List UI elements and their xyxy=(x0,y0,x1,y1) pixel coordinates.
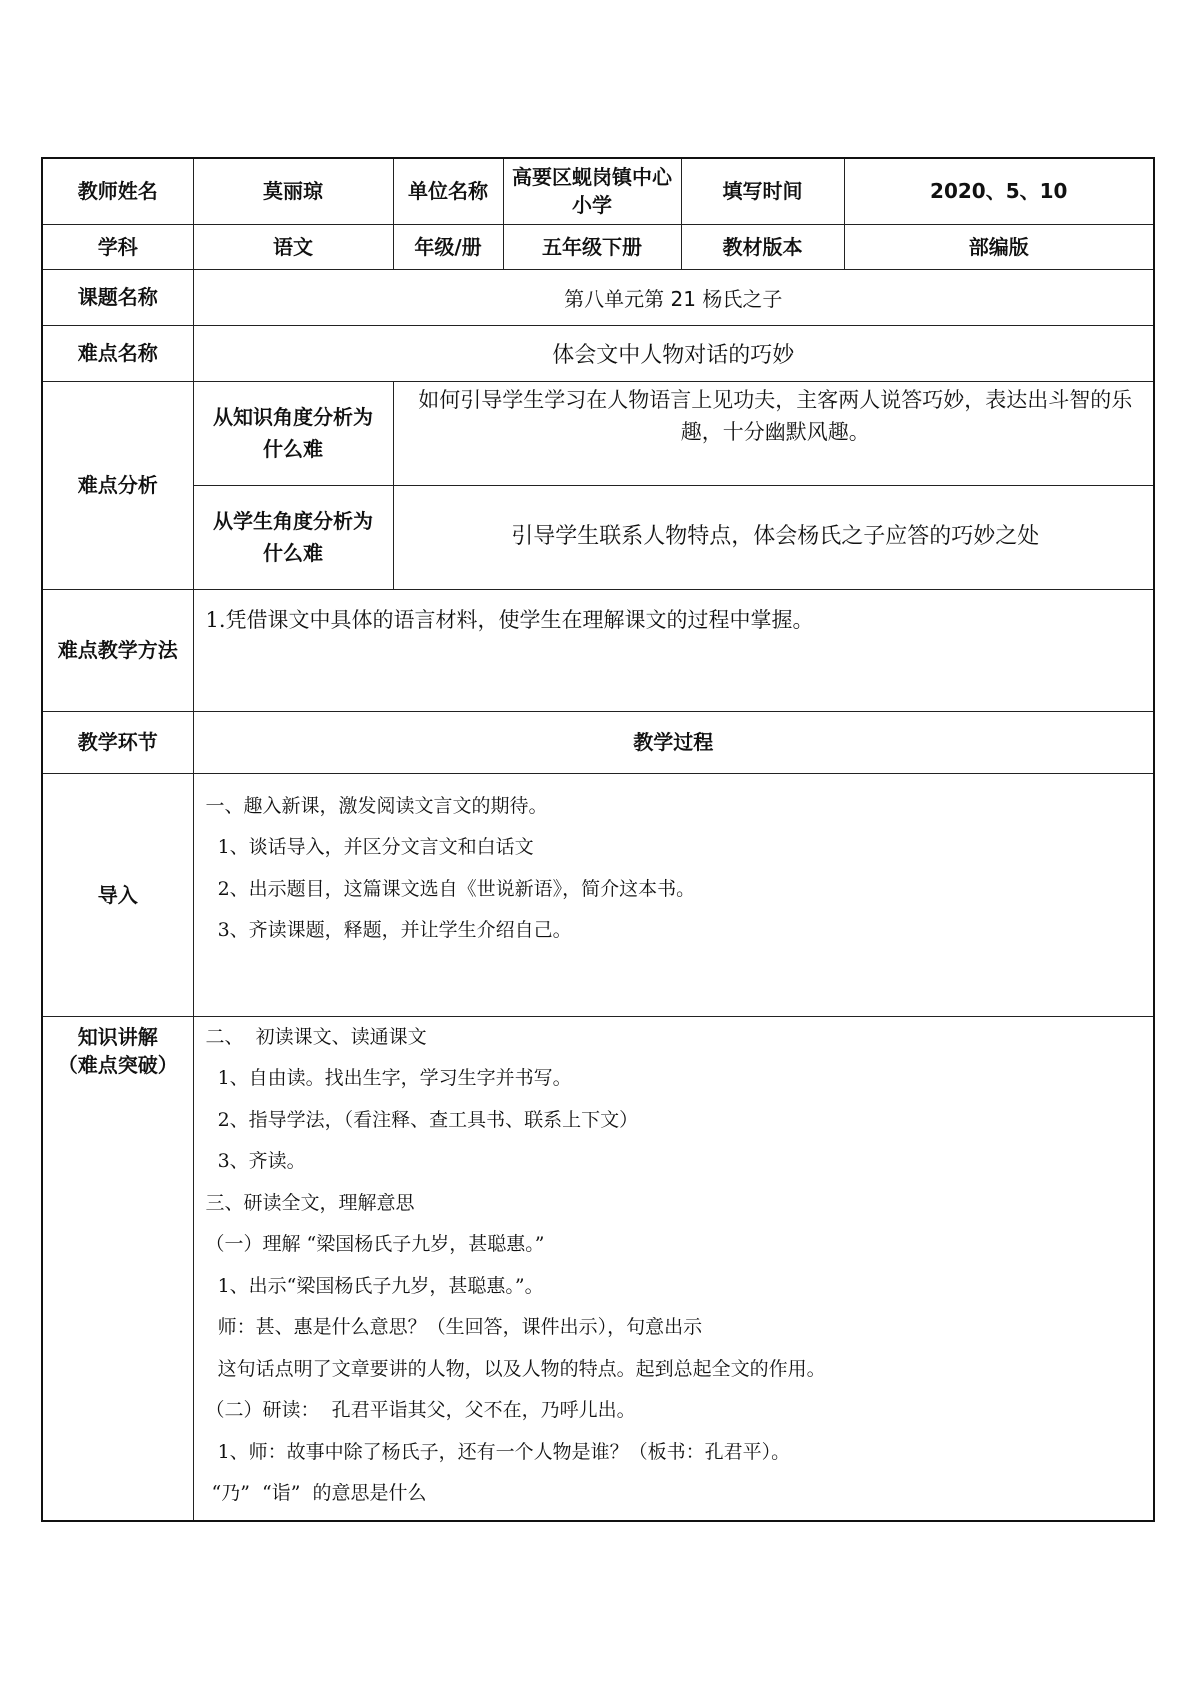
method-label: 难点教学方法 xyxy=(42,589,193,711)
teacher-name: 莫丽琼 xyxy=(193,158,393,224)
topic-row xyxy=(42,269,1154,325)
analysis-row-knowledge xyxy=(42,381,1154,485)
lesson-plan-table xyxy=(41,157,1155,1522)
intro-line: 一、趣入新课，激发阅读文言文的期待。 xyxy=(205,794,548,817)
intro-row xyxy=(42,773,1154,1016)
knowledge-content xyxy=(193,1016,1154,1521)
knowledge-line: 师：甚、惠是什么意思？（生回答，课件出示），句意出示 xyxy=(205,1316,703,1338)
date-value: 2020、5、10 xyxy=(844,158,1154,224)
knowledge-line: 2、指导学法，（看注释、查工具书、联系上下文） xyxy=(205,1108,639,1131)
stage-header: 教学环节 xyxy=(42,711,193,773)
unit-name: 高要区蚬岗镇中心小学 xyxy=(503,158,681,224)
student-angle-text: 引导学生联系人物特点，体会杨氏之子应答的巧妙之处 xyxy=(393,485,1154,589)
knowledge-angle-text: 如何引导学生学习在人物语言上见功夫，主客两人说答巧妙，表达出斗智的乐趣，十分幽默风趣。 xyxy=(393,381,1154,485)
edition-value: 部编版 xyxy=(844,224,1154,269)
subject-label: 学科 xyxy=(42,224,193,269)
edition-label: 教材版本 xyxy=(681,224,844,269)
method-row xyxy=(42,589,1154,711)
method-text: 1.凭借课文中具体的语言材料，使学生在理解课文的过程中掌握。 xyxy=(193,589,1154,711)
knowledge-line: 二、 初读课文、读通课文 xyxy=(205,1025,427,1048)
difficulty-value: 体会文中人物对话的巧妙 xyxy=(193,325,1154,381)
process-header: 教学过程 xyxy=(193,711,1154,773)
knowledge-label-line1: 知识讲解 xyxy=(77,1024,158,1049)
subject-value: 语文 xyxy=(193,224,393,269)
intro-content xyxy=(193,773,1154,1016)
student-angle-label: 从学生角度分析为什么难 xyxy=(193,485,393,589)
analysis-row-student xyxy=(42,485,1154,589)
grade-value: 五年级下册 xyxy=(503,224,681,269)
topic-label: 课题名称 xyxy=(42,269,193,325)
teacher-label: 教师姓名 xyxy=(42,158,193,224)
knowledge-line: 1、自由读。找出生字，学习生字并书写。 xyxy=(205,1067,572,1089)
knowledge-line: 这句话点明了文章要讲的人物，以及人物的特点。起到总起全文的作用。 xyxy=(205,1357,826,1380)
knowledge-label-line2: （难点突破） xyxy=(57,1052,178,1077)
knowledge-line: 1、出示“梁国杨氏子九岁，甚聪惠。”。 xyxy=(205,1274,544,1297)
knowledge-angle-label: 从知识角度分析为什么难 xyxy=(193,381,393,485)
topic-value: 第八单元第 21 杨氏之子 xyxy=(193,269,1154,325)
knowledge-line: 3、齐读。 xyxy=(205,1150,306,1172)
intro-line: 3、齐读课题，释题，并让学生介绍自己。 xyxy=(205,919,572,941)
knowledge-label xyxy=(42,1016,193,1521)
knowledge-line: 1、师：故事中除了杨氏子，还有一个人物是谁？（板书：孔君平）。 xyxy=(205,1440,791,1463)
difficulty-row xyxy=(42,325,1154,381)
analysis-label: 难点分析 xyxy=(42,381,193,589)
header-row-1 xyxy=(42,158,1154,224)
date-label: 填写时间 xyxy=(681,158,844,224)
knowledge-line: （二）研读： 孔君平诣其父，父不在，乃呼儿出。 xyxy=(205,1399,636,1421)
knowledge-row xyxy=(42,1016,1154,1521)
knowledge-line: （一）理解 “梁国杨氏子九岁，甚聪惠。” xyxy=(205,1233,545,1255)
process-header-row xyxy=(42,711,1154,773)
knowledge-line: “乃” “诣” 的意思是什么 xyxy=(205,1482,427,1504)
difficulty-label: 难点名称 xyxy=(42,325,193,381)
intro-label: 导入 xyxy=(42,773,193,1016)
unit-label: 单位名称 xyxy=(393,158,503,224)
knowledge-line: 三、研读全文，理解意思 xyxy=(205,1191,415,1214)
lesson-plan-sheet xyxy=(41,157,1153,1522)
header-row-2 xyxy=(42,224,1154,269)
grade-label: 年级/册 xyxy=(393,224,503,269)
intro-line: 1、谈话导入，并区分文言文和白话文 xyxy=(205,836,534,858)
intro-line: 2、出示题目，这篇课文选自《世说新语》，简介这本书。 xyxy=(205,877,696,900)
